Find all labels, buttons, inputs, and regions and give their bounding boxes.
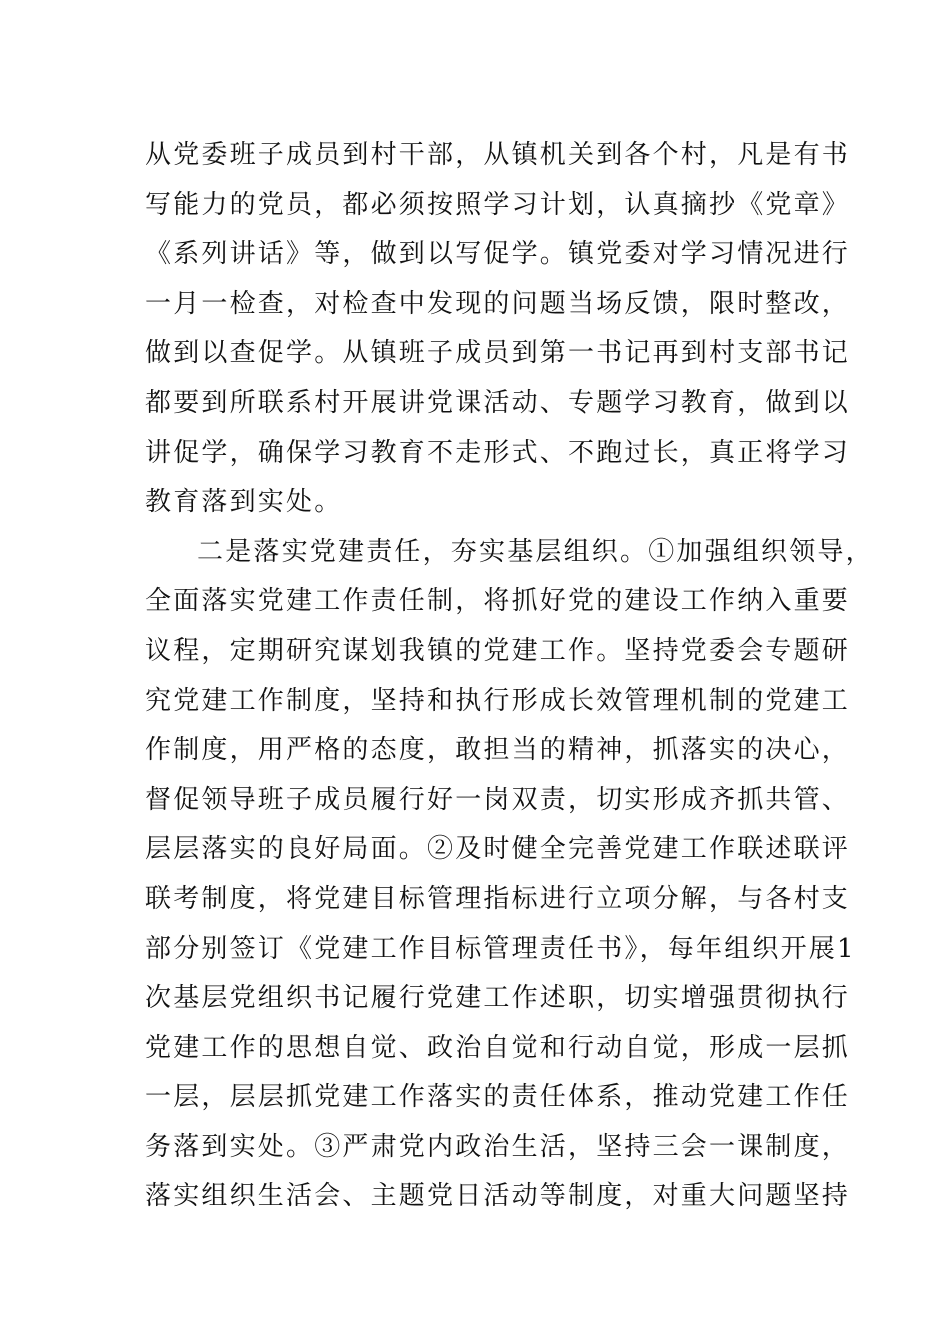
text-line: 务落到实处。③严肃党内政治生活，坚持三会一课制度， bbox=[145, 1131, 851, 1162]
text-line: 都要到所联系村开展讲党课活动、专题学习教育，做到以 bbox=[145, 387, 851, 418]
text-line: 全面落实党建工作责任制，将抓好党的建设工作纳入重要 bbox=[145, 586, 851, 617]
paragraph-1 bbox=[145, 131, 851, 528]
text-line: 《系列讲话》等，做到以写促学。镇党委对学习情况进行 bbox=[145, 239, 851, 270]
text-line: 作制度，用严格的态度，敢担当的精神，抓落实的决心， bbox=[145, 735, 851, 766]
text-line: 一月一检查，对检查中发现的问题当场反馈，限时整改， bbox=[145, 288, 851, 319]
text-line: 讲促学，确保学习教育不走形式、不跑过长，真正将学习 bbox=[145, 437, 851, 468]
text-line: 联考制度，将党建目标管理指标进行立项分解，与各村支 bbox=[145, 883, 851, 914]
text-line: 落实组织生活会、主题党日活动等制度，对重大问题坚持 bbox=[145, 1181, 851, 1212]
text-line: 做到以查促学。从镇班子成员到第一书记再到村支部书记 bbox=[145, 338, 851, 369]
text-line: 写能力的党员，都必须按照学习计划，认真摘抄《党章》 bbox=[145, 189, 851, 220]
body-text bbox=[145, 131, 874, 1222]
text-line: 次基层党组织书记履行党建工作述职，切实增强贯彻执行 bbox=[145, 983, 851, 1014]
text-line: 层层落实的良好局面。②及时健全完善党建工作联述联评 bbox=[145, 834, 851, 865]
text-line: 督促领导班子成员履行好一岗双责，切实形成齐抓共管、 bbox=[145, 784, 851, 815]
text-line-indented: 二是落实党建责任，夯实基层组织。①加强组织领导， bbox=[197, 536, 874, 567]
text-line: 议程，定期研究谋划我镇的党建工作。坚持党委会专题研 bbox=[145, 635, 851, 666]
paragraph-2 bbox=[145, 528, 874, 1222]
text-line: 一层，层层抓党建工作落实的责任体系，推动党建工作任 bbox=[145, 1082, 851, 1113]
text-line: 从党委班子成员到村干部，从镇机关到各个村，凡是有书 bbox=[145, 140, 851, 170]
text-line: 教育落到实处。 bbox=[145, 487, 343, 518]
text-line: 部分别签订《党建工作目标管理责任书》，每年组织开展1 bbox=[145, 933, 856, 964]
text-line: 党建工作的思想自觉、政治自觉和行动自觉，形成一层抓 bbox=[145, 1032, 851, 1063]
text-line: 究党建工作制度，坚持和执行形成长效管理机制的党建工 bbox=[145, 685, 851, 716]
